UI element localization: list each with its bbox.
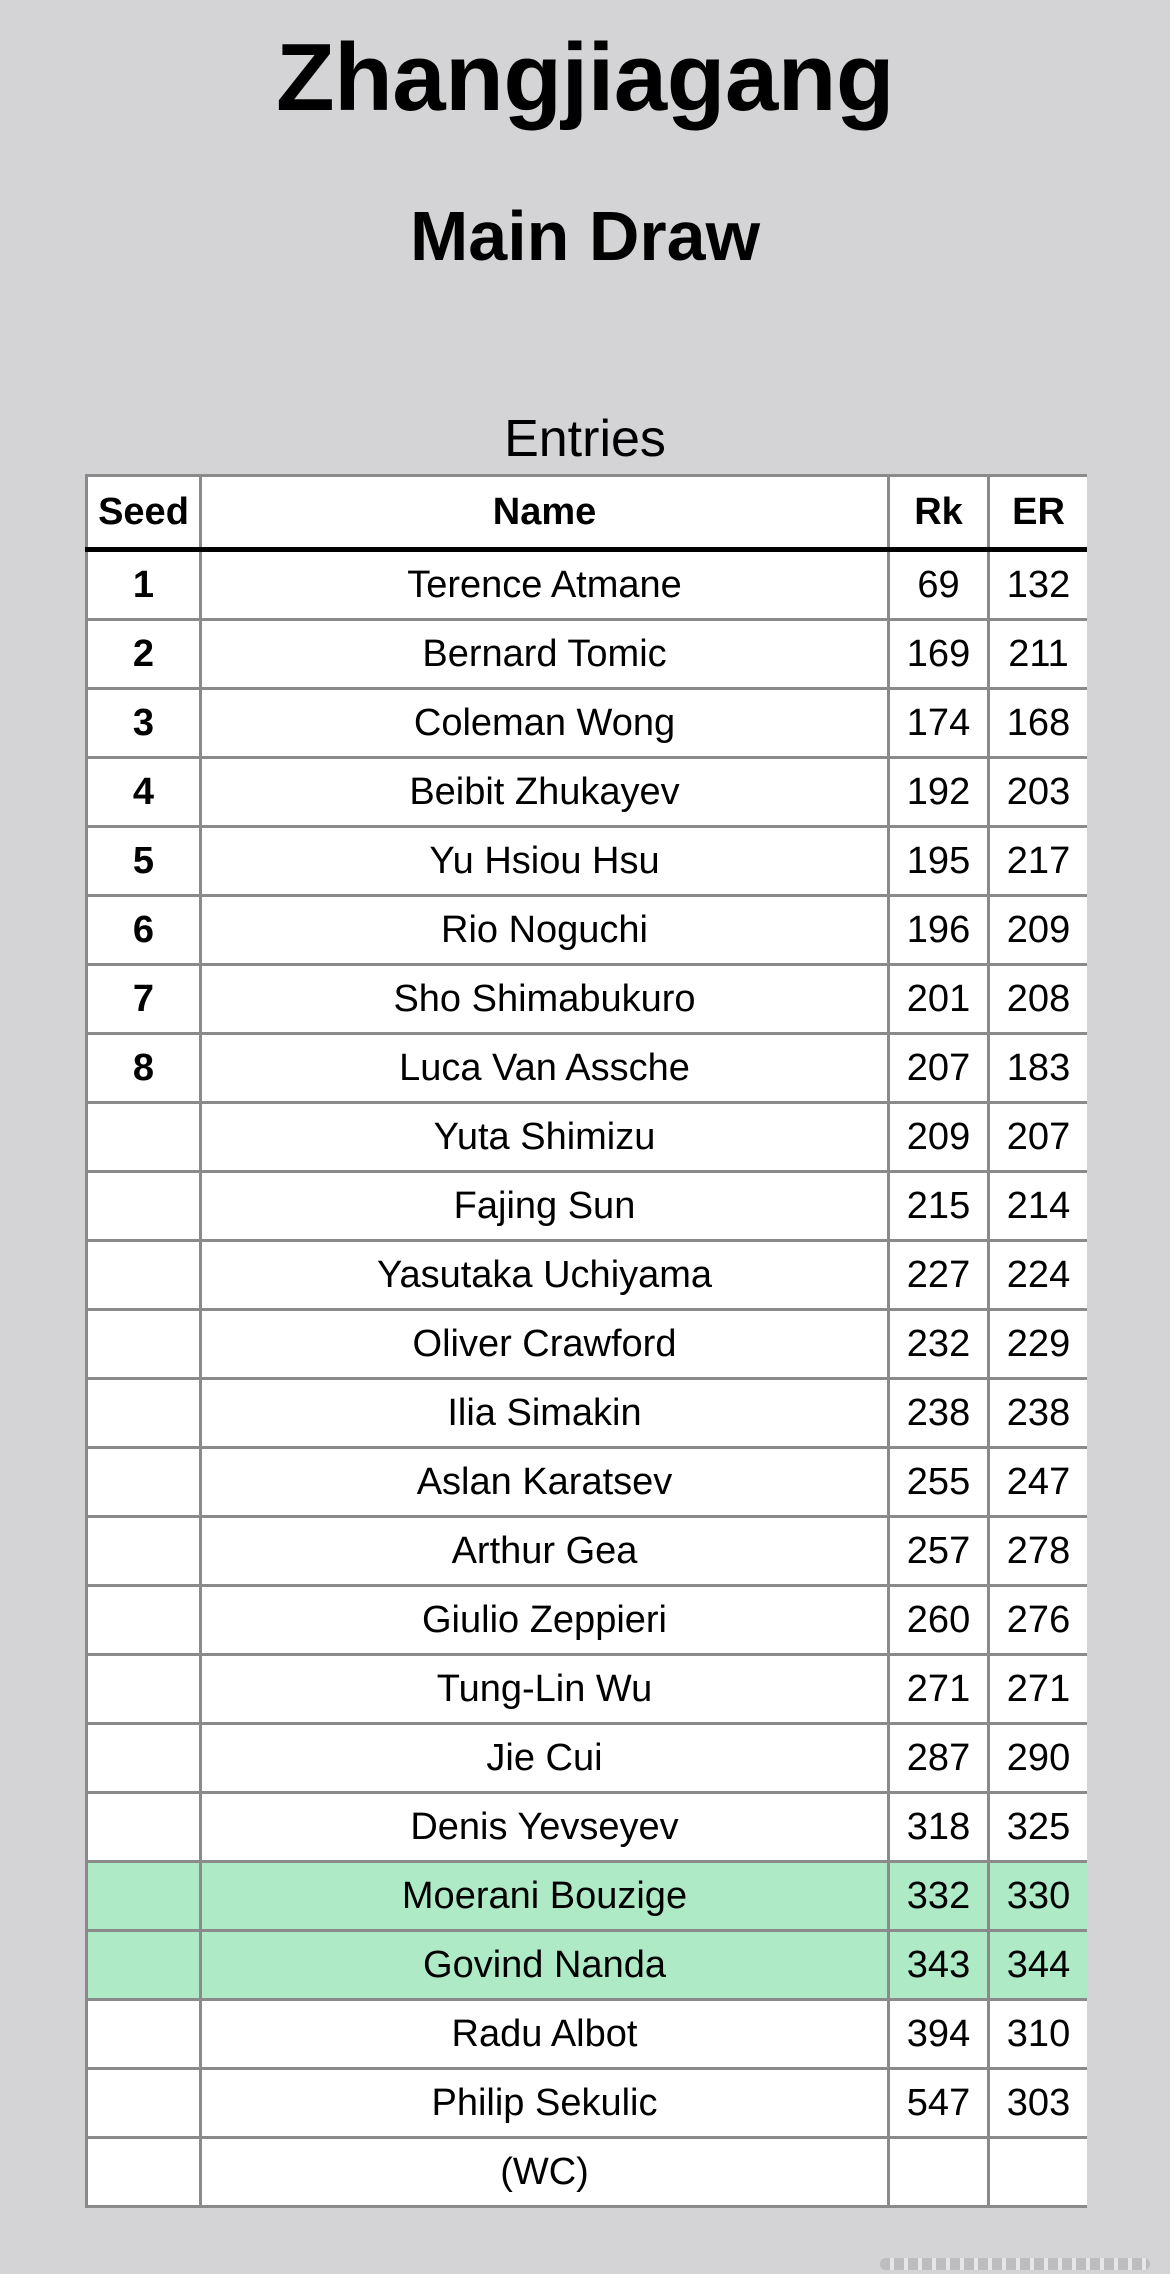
entry-rank-cell: 276 (989, 1586, 1088, 1655)
table-row (87, 2138, 1088, 2207)
seed-cell: 4 (87, 758, 201, 827)
entry-rank-cell: 344 (989, 1931, 1088, 2000)
name-cell: Rio Noguchi (201, 896, 889, 965)
name-cell: Arthur Gea (201, 1517, 889, 1586)
entry-rank-cell: 203 (989, 758, 1088, 827)
entry-rank-cell: 325 (989, 1793, 1088, 1862)
seed-cell (87, 1862, 201, 1931)
entry-rank-cell: 183 (989, 1034, 1088, 1103)
seed-cell (87, 1103, 201, 1172)
name-cell: Yuta Shimizu (201, 1103, 889, 1172)
table-row (87, 758, 1088, 827)
rank-cell: 69 (889, 550, 989, 620)
name-cell: Giulio Zeppieri (201, 1586, 889, 1655)
rank-cell: 215 (889, 1172, 989, 1241)
rank-cell: 195 (889, 827, 989, 896)
table-row (87, 1793, 1088, 1862)
table-row (87, 1862, 1088, 1931)
entry-rank-cell: 247 (989, 1448, 1088, 1517)
table-row (87, 1310, 1088, 1379)
name-cell: Jie Cui (201, 1724, 889, 1793)
name-cell: Aslan Karatsev (201, 1448, 889, 1517)
entry-rank-cell: 303 (989, 2069, 1088, 2138)
name-cell: Coleman Wong (201, 689, 889, 758)
name-cell: Tung-Lin Wu (201, 1655, 889, 1724)
name-cell: Yasutaka Uchiyama (201, 1241, 889, 1310)
name-cell: Oliver Crawford (201, 1310, 889, 1379)
header-rk: Rk (889, 476, 989, 550)
name-cell: Sho Shimabukuro (201, 965, 889, 1034)
seed-cell (87, 1241, 201, 1310)
rank-cell: 271 (889, 1655, 989, 1724)
name-cell: Govind Nanda (201, 1931, 889, 2000)
table-caption: Entries (504, 410, 666, 468)
seed-cell (87, 1379, 201, 1448)
table-row (87, 965, 1088, 1034)
entry-rank-cell: 132 (989, 550, 1088, 620)
entry-rank-cell: 209 (989, 896, 1088, 965)
page-title: Zhangjiagang (276, 24, 894, 131)
rank-cell: 260 (889, 1586, 989, 1655)
seed-cell (87, 2000, 201, 2069)
rank-cell: 332 (889, 1862, 989, 1931)
page-subtitle: Main Draw (409, 197, 761, 275)
rank-cell: 547 (889, 2069, 989, 2138)
name-cell: Ilia Simakin (201, 1379, 889, 1448)
seed-cell (87, 1793, 201, 1862)
entry-rank-cell: 224 (989, 1241, 1088, 1310)
rank-cell: 318 (889, 1793, 989, 1862)
seed-cell: 3 (87, 689, 201, 758)
rank-cell: 287 (889, 1724, 989, 1793)
rank-cell: 174 (889, 689, 989, 758)
seed-cell (87, 1724, 201, 1793)
seed-cell (87, 1517, 201, 1586)
table-row (87, 1586, 1088, 1655)
seed-cell (87, 1586, 201, 1655)
header-er: ER (989, 476, 1088, 550)
name-cell: Denis Yevseyev (201, 1793, 889, 1862)
name-cell: Bernard Tomic (201, 620, 889, 689)
entry-rank-cell: 208 (989, 965, 1088, 1034)
rank-cell: 196 (889, 896, 989, 965)
entry-rank-cell: 207 (989, 1103, 1088, 1172)
entries-table-container[interactable] (85, 474, 1087, 2254)
rank-cell: 238 (889, 1379, 989, 1448)
table-row (87, 1034, 1088, 1103)
table-row (87, 1517, 1088, 1586)
entry-rank-cell: 168 (989, 689, 1088, 758)
entry-rank-cell: 310 (989, 2000, 1088, 2069)
table-row (87, 1724, 1088, 1793)
name-cell: Yu Hsiou Hsu (201, 827, 889, 896)
name-cell: (WC) (201, 2138, 889, 2207)
horizontal-scrollbar[interactable] (880, 2258, 1150, 2270)
rank-cell: 207 (889, 1034, 989, 1103)
table-row (87, 896, 1088, 965)
table-row (87, 1172, 1088, 1241)
rank-cell: 394 (889, 2000, 989, 2069)
rank-cell: 257 (889, 1517, 989, 1586)
rank-cell: 209 (889, 1103, 989, 1172)
seed-cell (87, 1448, 201, 1517)
rank-cell: 201 (889, 965, 989, 1034)
name-cell: Terence Atmane (201, 550, 889, 620)
seed-cell: 2 (87, 620, 201, 689)
table-row (87, 2000, 1088, 2069)
seed-cell: 1 (87, 550, 201, 620)
seed-cell (87, 1931, 201, 2000)
header-seed: Seed (87, 476, 201, 550)
table-row (87, 620, 1088, 689)
entry-rank-cell: 229 (989, 1310, 1088, 1379)
table-row (87, 1103, 1088, 1172)
entry-rank-cell: 211 (989, 620, 1088, 689)
entry-rank-cell: 290 (989, 1724, 1088, 1793)
seed-cell: 7 (87, 965, 201, 1034)
entries-table (85, 474, 1087, 2208)
entry-rank-cell (989, 2138, 1088, 2207)
table-row (87, 1931, 1088, 2000)
seed-cell: 6 (87, 896, 201, 965)
rank-cell: 169 (889, 620, 989, 689)
name-cell: Philip Sekulic (201, 2069, 889, 2138)
table-row (87, 1379, 1088, 1448)
seed-cell (87, 1655, 201, 1724)
entry-rank-cell: 238 (989, 1379, 1088, 1448)
table-row (87, 1448, 1088, 1517)
rank-cell (889, 2138, 989, 2207)
entry-rank-cell: 278 (989, 1517, 1088, 1586)
entry-rank-cell: 217 (989, 827, 1088, 896)
table-row (87, 1241, 1088, 1310)
name-cell: Luca Van Assche (201, 1034, 889, 1103)
rank-cell: 343 (889, 1931, 989, 2000)
entry-rank-cell: 330 (989, 1862, 1088, 1931)
name-cell: Fajing Sun (201, 1172, 889, 1241)
seed-cell (87, 1172, 201, 1241)
rank-cell: 255 (889, 1448, 989, 1517)
rank-cell: 192 (889, 758, 989, 827)
table-row (87, 2069, 1088, 2138)
rank-cell: 227 (889, 1241, 989, 1310)
entry-rank-cell: 271 (989, 1655, 1088, 1724)
header-name: Name (201, 476, 889, 550)
table-row (87, 827, 1088, 896)
name-cell: Radu Albot (201, 2000, 889, 2069)
table-row (87, 689, 1088, 758)
table-header-row (87, 476, 1088, 550)
seed-cell (87, 1310, 201, 1379)
entry-rank-cell: 214 (989, 1172, 1088, 1241)
name-cell: Moerani Bouzige (201, 1862, 889, 1931)
table-body (87, 550, 1088, 2207)
table-row (87, 550, 1088, 620)
name-cell: Beibit Zhukayev (201, 758, 889, 827)
seed-cell: 5 (87, 827, 201, 896)
seed-cell (87, 2138, 201, 2207)
table-row (87, 1655, 1088, 1724)
rank-cell: 232 (889, 1310, 989, 1379)
seed-cell (87, 2069, 201, 2138)
seed-cell: 8 (87, 1034, 201, 1103)
